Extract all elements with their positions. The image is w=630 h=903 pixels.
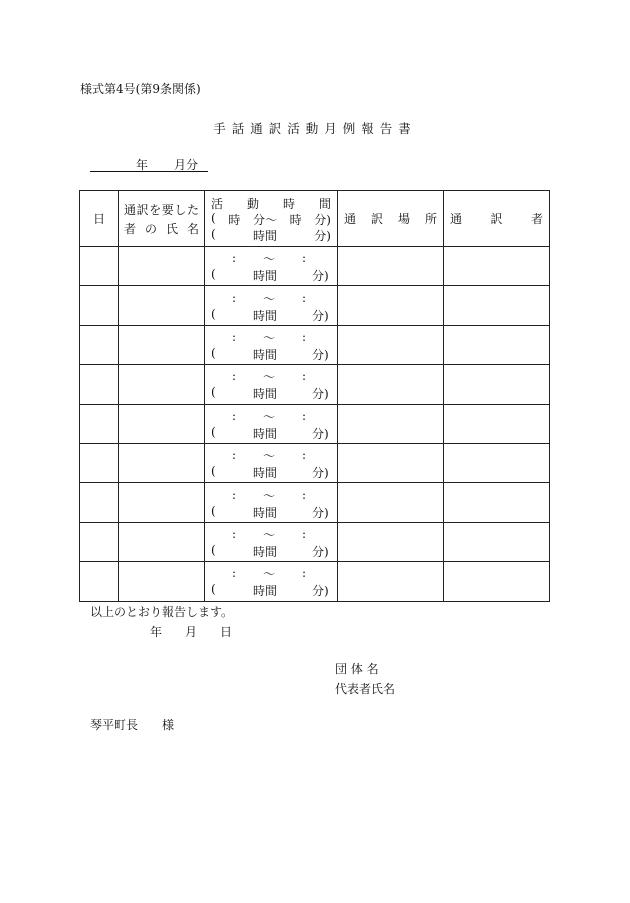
- tilde: 〜: [263, 409, 276, 424]
- hours-label: 時間: [253, 466, 278, 481]
- minutes-label: 分): [312, 269, 329, 284]
- hours-label: 時間: [253, 426, 278, 441]
- date-year-label: 年: [150, 625, 163, 639]
- minutes-label: 分): [312, 505, 329, 520]
- table-header-row: [80, 191, 550, 247]
- interpreter-cell[interactable]: [444, 365, 550, 404]
- day-cell[interactable]: [80, 404, 119, 443]
- interpreter-cell[interactable]: [444, 522, 550, 561]
- colon-start: :: [232, 566, 237, 581]
- table-row: [80, 483, 550, 522]
- colon-start: :: [232, 526, 237, 541]
- table-row: [80, 443, 550, 482]
- hours-label: 時間: [253, 584, 278, 599]
- requester-name-cell[interactable]: [119, 325, 205, 364]
- closing-statement: 以上のとおり報告します。: [90, 605, 234, 619]
- minutes-label: 分): [312, 347, 329, 362]
- table-row: [80, 522, 550, 561]
- activity-time-cell[interactable]: [205, 286, 338, 325]
- place-cell[interactable]: [338, 522, 444, 561]
- colon-end: :: [302, 448, 307, 463]
- header-activity-time: 活 動 時 間 ( 時 分〜 時 分) ( 時間 分): [205, 191, 338, 247]
- day-cell[interactable]: [80, 286, 119, 325]
- activity-time-cell[interactable]: [205, 522, 338, 561]
- activity-time-cell[interactable]: [205, 325, 338, 364]
- place-cell[interactable]: [338, 325, 444, 364]
- activity-time-cell[interactable]: [205, 365, 338, 404]
- open-paren: (: [211, 503, 216, 518]
- interpreter-cell[interactable]: [444, 483, 550, 522]
- colon-end: :: [302, 487, 307, 502]
- hours-label: 時間: [253, 347, 278, 362]
- place-cell[interactable]: [338, 483, 444, 522]
- header-interpreter: 通 訳 者: [444, 191, 550, 247]
- minutes-label: 分): [312, 387, 329, 402]
- colon-end: :: [302, 290, 307, 305]
- day-cell[interactable]: [80, 522, 119, 561]
- tilde: 〜: [263, 370, 276, 385]
- place-cell[interactable]: [338, 247, 444, 286]
- requester-name-cell[interactable]: [119, 562, 205, 601]
- table-row: [80, 286, 550, 325]
- open-paren: (: [211, 345, 216, 360]
- activity-time-cell[interactable]: [205, 404, 338, 443]
- place-cell[interactable]: [338, 286, 444, 325]
- activity-table: [79, 190, 550, 602]
- open-paren: (: [211, 464, 216, 479]
- minutes-label: 分): [312, 466, 329, 481]
- open-paren: (: [211, 306, 216, 321]
- interpreter-cell[interactable]: [444, 325, 550, 364]
- period-month-label: 月分: [174, 158, 199, 172]
- day-cell[interactable]: [80, 325, 119, 364]
- interpreter-cell[interactable]: [444, 404, 550, 443]
- minutes-label: 分): [312, 308, 329, 323]
- hours-label: 時間: [253, 308, 278, 323]
- activity-time-cell[interactable]: [205, 483, 338, 522]
- tilde: 〜: [263, 527, 276, 542]
- day-cell[interactable]: [80, 562, 119, 601]
- colon-end: :: [302, 526, 307, 541]
- date-month-label: 月: [185, 625, 198, 639]
- place-cell[interactable]: [338, 365, 444, 404]
- table-row: [80, 562, 550, 601]
- date-day-label: 日: [220, 625, 233, 639]
- open-paren: (: [211, 542, 216, 557]
- requester-name-cell[interactable]: [119, 365, 205, 404]
- colon-start: :: [232, 408, 237, 423]
- hours-label: 時間: [253, 387, 278, 402]
- activity-time-cell[interactable]: [205, 443, 338, 482]
- representative-name-label: 代表者氏名: [335, 682, 396, 696]
- colon-start: :: [232, 487, 237, 502]
- day-cell[interactable]: [80, 247, 119, 286]
- tilde: 〜: [263, 252, 276, 267]
- interpreter-cell[interactable]: [444, 247, 550, 286]
- colon-start: :: [232, 251, 237, 266]
- open-paren: (: [211, 267, 216, 282]
- table-row: [80, 365, 550, 404]
- minutes-label: 分): [312, 584, 329, 599]
- colon-end: :: [302, 329, 307, 344]
- activity-time-cell[interactable]: [205, 562, 338, 601]
- report-period[interactable]: [90, 156, 208, 172]
- hours-label: 時間: [253, 544, 278, 559]
- requester-name-cell[interactable]: [119, 286, 205, 325]
- table-row: [80, 247, 550, 286]
- minutes-label: 分): [312, 426, 329, 441]
- interpreter-cell[interactable]: [444, 443, 550, 482]
- document-title: 手話通訳活動月例報告書: [213, 121, 417, 136]
- requester-name-cell[interactable]: [119, 247, 205, 286]
- requester-name-cell[interactable]: [119, 443, 205, 482]
- table-row: [80, 325, 550, 364]
- day-cell[interactable]: [80, 443, 119, 482]
- hours-label: 時間: [253, 269, 278, 284]
- colon-start: :: [232, 448, 237, 463]
- colon-start: :: [232, 329, 237, 344]
- addressee: 琴平町長 様: [90, 718, 175, 732]
- organization-name-label: 団 体 名: [335, 662, 379, 676]
- header-day: 日: [80, 191, 119, 247]
- place-cell[interactable]: [338, 562, 444, 601]
- period-year-label: 年: [136, 158, 149, 172]
- tilde: 〜: [263, 291, 276, 306]
- colon-end: :: [302, 566, 307, 581]
- requester-name-cell[interactable]: [119, 483, 205, 522]
- day-cell[interactable]: [80, 483, 119, 522]
- tilde: 〜: [263, 330, 276, 345]
- header-place: 通 訳 場 所: [338, 191, 444, 247]
- place-cell[interactable]: [338, 404, 444, 443]
- open-paren: (: [211, 385, 216, 400]
- colon-start: :: [232, 369, 237, 384]
- day-cell[interactable]: [80, 365, 119, 404]
- table-row: [80, 404, 550, 443]
- hours-label: 時間: [253, 505, 278, 520]
- activity-time-cell[interactable]: [205, 247, 338, 286]
- interpreter-cell[interactable]: [444, 286, 550, 325]
- colon-end: :: [302, 251, 307, 266]
- colon-end: :: [302, 369, 307, 384]
- colon-start: :: [232, 290, 237, 305]
- form-reference: 様式第4号(第9条関係): [80, 82, 201, 96]
- open-paren: (: [211, 424, 216, 439]
- header-requester-name: 通 訳 を 要 し た 者 の 氏 名: [119, 191, 205, 247]
- open-paren: (: [211, 582, 216, 597]
- interpreter-cell[interactable]: [444, 562, 550, 601]
- tilde: 〜: [263, 449, 276, 464]
- requester-name-cell[interactable]: [119, 522, 205, 561]
- requester-name-cell[interactable]: [119, 404, 205, 443]
- minutes-label: 分): [312, 544, 329, 559]
- tilde: 〜: [263, 567, 276, 582]
- colon-end: :: [302, 408, 307, 423]
- place-cell[interactable]: [338, 443, 444, 482]
- tilde: 〜: [263, 488, 276, 503]
